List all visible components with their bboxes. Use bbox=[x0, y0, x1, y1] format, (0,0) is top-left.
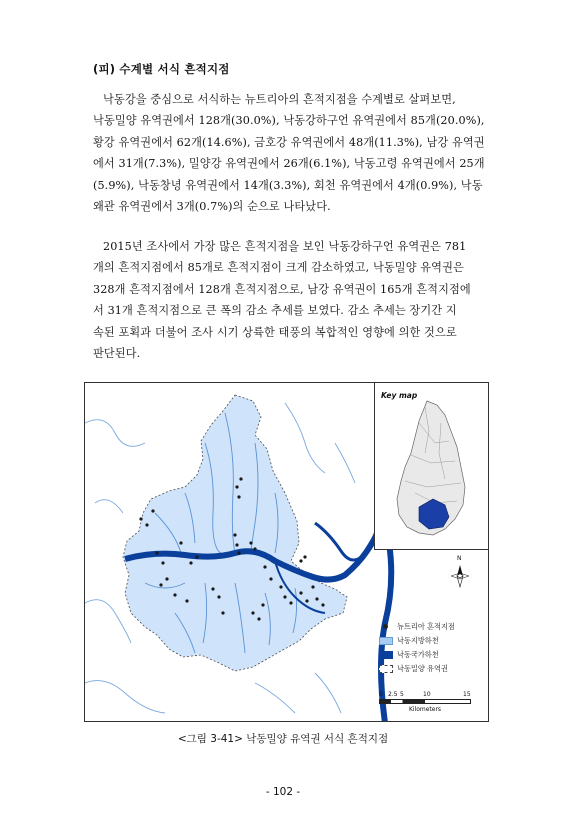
paragraph-line: 328개 흔적지점에서 128개 흔적지점으로, 남강 유역권이 165개 흔적지점에 bbox=[93, 282, 471, 296]
paragraph-line: 판단된다. bbox=[93, 347, 141, 361]
map-figure bbox=[84, 382, 489, 722]
paragraph-line: 왜관 유역권에서 3개(0.7%)의 순으로 나타났다. bbox=[93, 200, 331, 214]
paragraph-line: 개의 흔적지점에서 85개로 흔적지점이 크게 감소하였고, 낙동밀양 유역권은 bbox=[93, 261, 464, 275]
compass-icon bbox=[449, 563, 471, 589]
basin-area bbox=[123, 395, 347, 671]
legend-tributary-swatch bbox=[379, 637, 393, 645]
scale-tick: 0 bbox=[379, 691, 383, 698]
paragraph-line: 황강 유역권에서 62개(14.6%), 금호강 유역권에서 48개(11.3%), 남강 유역권 bbox=[93, 135, 485, 149]
paragraph-line: 낙동밀양 유역권에서 128개(30.0%), 낙동강하구언 유역권에서 85개(20.0%), bbox=[93, 114, 485, 128]
paragraph-line: 속된 포획과 더불어 조사 시기 상륙한 태풍의 복합적인 영향에 의한 것으로 bbox=[93, 325, 457, 339]
main-river-upper bbox=[315, 523, 367, 560]
legend-item bbox=[375, 621, 485, 635]
page-number: - 102 - bbox=[265, 786, 301, 798]
scale-tick: 2.5 bbox=[388, 691, 398, 698]
paragraph-1 bbox=[93, 89, 491, 217]
legend-item bbox=[375, 635, 485, 649]
paragraph-line: 2015년 조사에서 가장 많은 흔적지점을 보인 낙동강하구언 유역권은 781 bbox=[103, 240, 467, 253]
scale-tick: 10 bbox=[423, 691, 431, 698]
key-map-graphic bbox=[375, 383, 489, 549]
scale-bar-graphic bbox=[379, 699, 471, 704]
legend-label: 낙동지방하천 bbox=[397, 636, 439, 645]
scale-unit: Kilometers bbox=[408, 706, 442, 713]
legend-main-river-swatch bbox=[379, 651, 393, 659]
legend-basin-swatch bbox=[379, 665, 393, 673]
figure-caption: <그림 3-41> 낙동밀양 유역권 서식 흔적지점 bbox=[177, 733, 389, 745]
key-map-title: Key map bbox=[381, 391, 418, 400]
legend-label: 낙동국가하천 bbox=[397, 650, 439, 659]
map-legend bbox=[375, 621, 485, 677]
legend-item bbox=[375, 649, 485, 663]
paragraph-2 bbox=[93, 236, 491, 364]
paragraph-line: 낙동강을 중심으로 서식하는 뉴트리아의 흔적지점을 수계별로 살펴보면, bbox=[103, 93, 456, 106]
legend-label: 낙동밀양 유역권 bbox=[397, 664, 448, 673]
legend-dot-swatch bbox=[383, 624, 388, 629]
section-heading: (피) 수계별 서식 흔적지점 bbox=[93, 62, 230, 76]
paragraph-line: 서 31개 흔적지점으로 큰 폭의 감소 추세를 보였다. 감소 추세는 장기간 지 bbox=[93, 304, 457, 318]
north-label: N bbox=[457, 555, 462, 562]
legend-label: 뉴트리아 흔적지점 bbox=[397, 622, 455, 631]
scale-tick: 15 bbox=[463, 691, 471, 698]
legend-item bbox=[375, 663, 485, 677]
scale-bar bbox=[379, 691, 471, 713]
scale-tick: 5 bbox=[400, 691, 404, 698]
paragraph-line: (5.9%), 낙동창녕 유역권에서 14개(3.3%), 회천 유역권에서 4개(0.9%), 낙동 bbox=[93, 178, 483, 192]
paragraph-line: 에서 31개(7.3%), 밀양강 유역권에서 26개(6.1%), 낙동고령 유역권에서 25개 bbox=[93, 157, 485, 171]
key-map bbox=[374, 383, 489, 550]
